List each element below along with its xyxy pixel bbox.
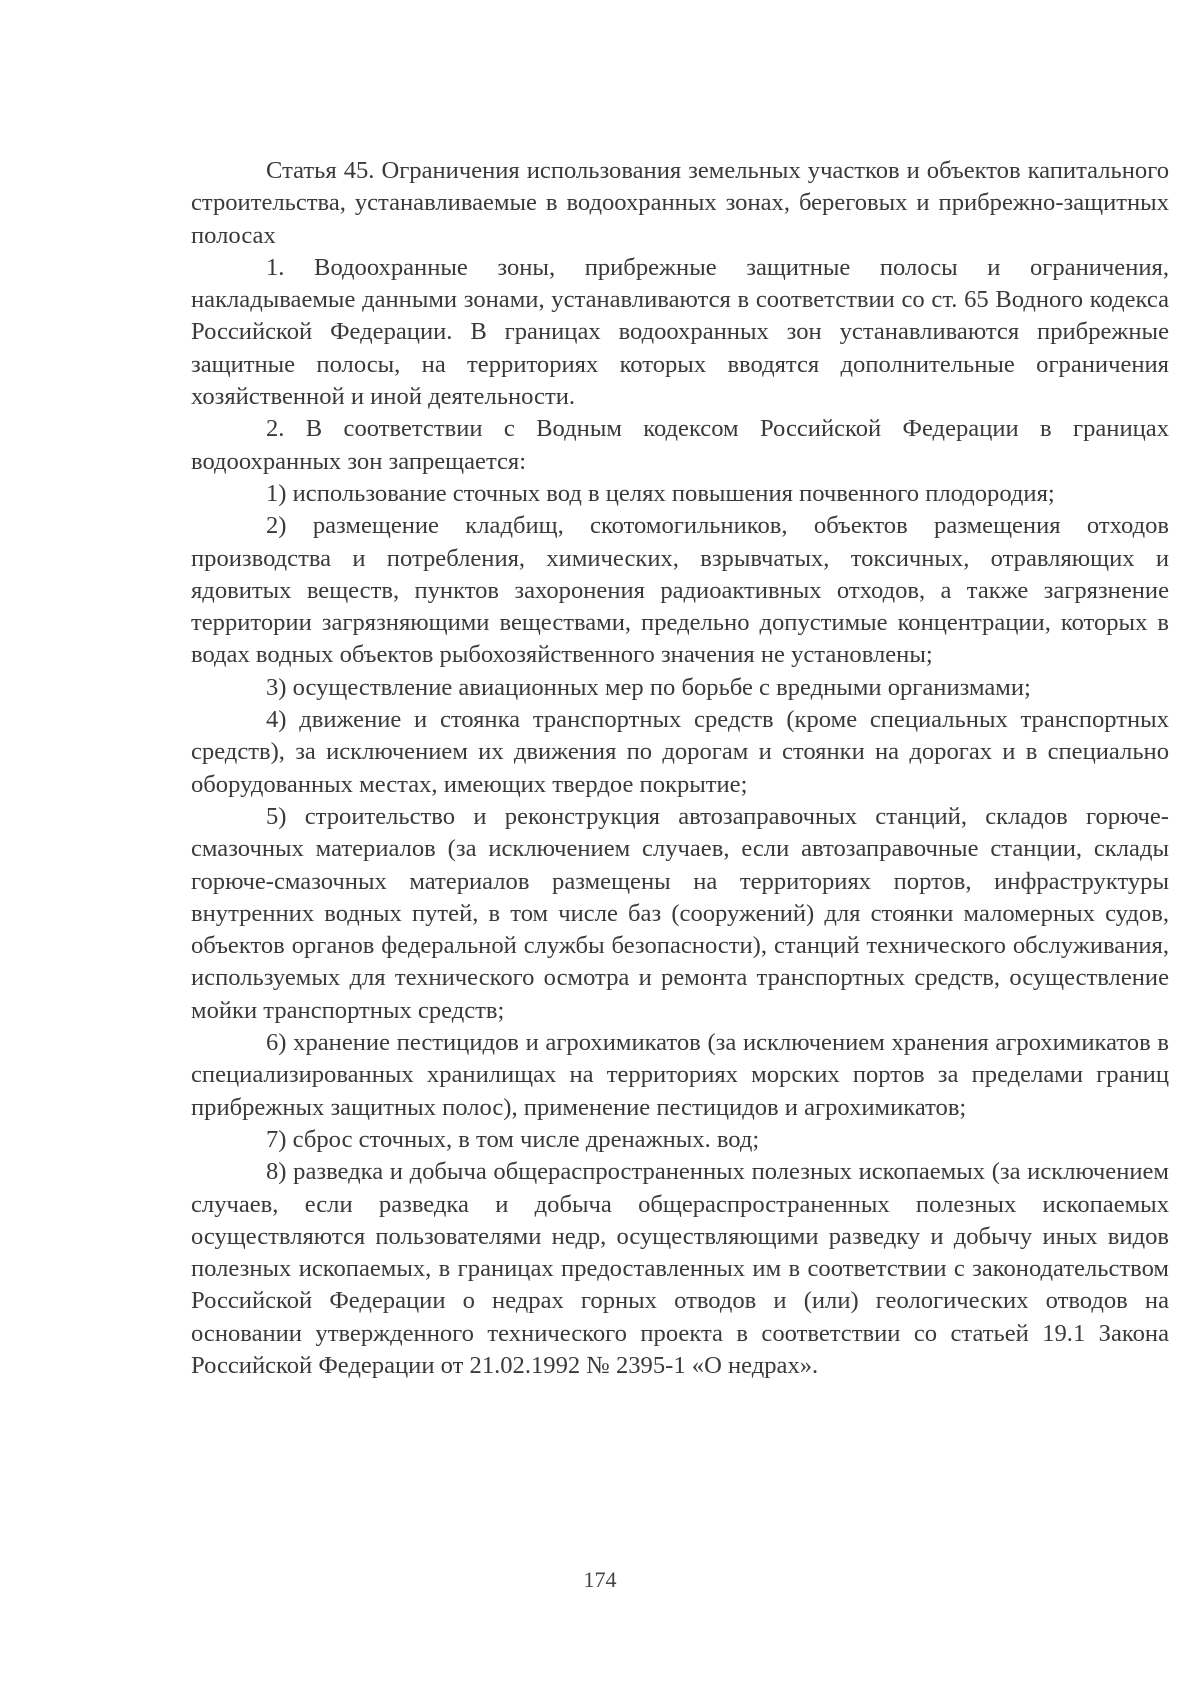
list-item-1: 1) использование сточных вод в целях повышения почвенного плодородия; [266, 479, 1055, 507]
page-number: 174 [583, 1567, 617, 1592]
article-heading: Статья 45. Ограничения использования земельных участков и объектов капитального строительства, устанавливаемые в водоохранных зонах, береговых и прибрежно-защитных полосах [191, 157, 1169, 249]
list-item-4: 4) движение и стоянка транспортных средств (кроме специальных транспортных средств), за исключением их движения по дорогам и стоянки на дорогах и в специально оборудованных местах, имеющих твердое покрытие; [191, 706, 1169, 798]
list-item-7: 7) сброс сточных, в том числе дренажных. вод; [266, 1125, 760, 1153]
list-item-2: 2) размещение кладбищ, скотомогильников, объектов размещения отходов производства и потребления, химических, взрывчатых, токсичных, отравляющих и ядовитых веществ, пунктов захоронения радиоактивных отходов, а также загрязнение территории загрязняющими веществами, предельно допустимые концентрации, которых в водах водных объектов рыбохозяйственного значения не установлены; [191, 512, 1169, 669]
list-item-8: 8) разведка и добыча общераспространенных полезных ископаемых (за исключением случаев, если разведка и добыча общераспространенных полезных ископаемых осуществляются пользователями недр, осуществляющими разведку и добычу иных видов полезных ископаемых, в границах предоставленных им в соответствии с законодательством Российской Федерации о недрах горных отводов и (или) геологических отводов на основании утвержденного технического проекта в соответствии со статьей 19.1 Закона Российской Федерации от 21.02.1992 № 2395-1 «О недрах». [191, 1158, 1169, 1379]
list-item-3: 3) осуществление авиационных мер по борьбе с вредными организмами; [266, 673, 1031, 701]
document-body [191, 155, 1169, 1382]
list-item-6: 6) хранение пестицидов и агрохимикатов (за исключением хранения агрохимикатов в специализированных хранилищах на территориях морских портов за пределами границ прибрежных защитных полос), применение пестицидов и агрохимикатов; [191, 1029, 1169, 1121]
paragraph-2: 2. В соответствии с Водным кодексом Российской Федерации в границах водоохранных зон запрещается: [191, 415, 1169, 475]
paragraph-1: 1. Водоохранные зоны, прибрежные защитные полосы и ограничения, накладываемые данными зонами, устанавливаются в соответствии со ст. 65 Водного кодекса Российской Федерации. В границах водоохранных зон устанавливаются прибрежные защитные полосы, на территориях которых вводятся дополнительные ограничения хозяйственной и иной деятельности. [191, 253, 1169, 411]
list-item-5: 5) строительство и реконструкция автозаправочных станций, складов горюче-смазочных материалов (за исключением случаев, если автозаправочные станции, склады горюче-смазочных материалов размещены на территориях портов, инфраструктуры внутренних водных путей, в том числе баз (сооружений) для стоянки маломерных судов, объектов органов федеральной службы безопасности), станций технического обслуживания, используемых для технического осмотра и ремонта транспортных средств, осуществление мойки транспортных средств; [191, 802, 1169, 1024]
